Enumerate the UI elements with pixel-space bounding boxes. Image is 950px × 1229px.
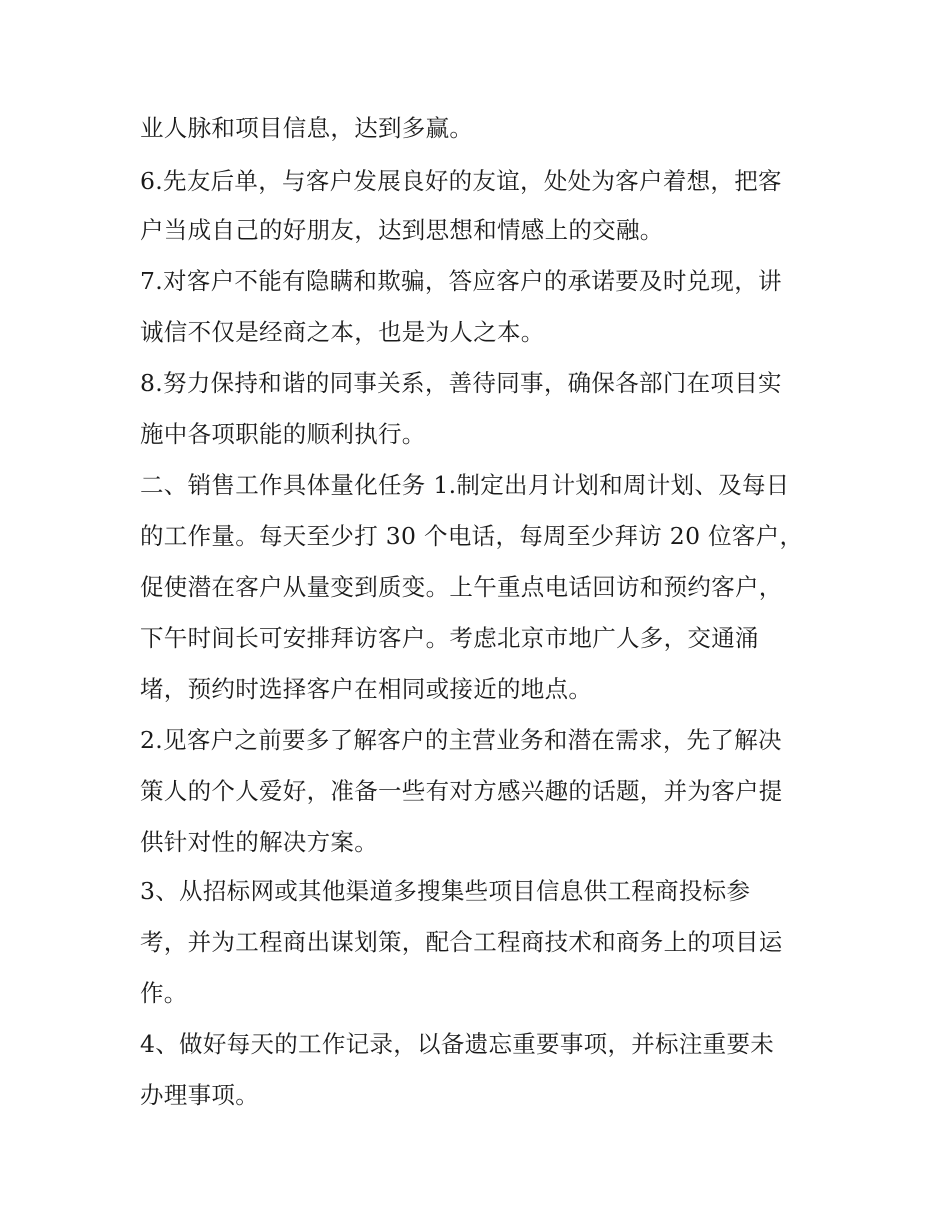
text-line: 业人脉和项目信息，达到多赢。	[140, 114, 474, 142]
text-line: 促使潜在客户从量变到质变。上午重点电话回访和预约客户，	[140, 573, 783, 601]
text-line: 户当成自己的好朋友，达到思想和情感上的交融。	[140, 216, 664, 244]
text-line: 施中各项职能的顺利执行。	[140, 420, 426, 448]
text-line: 策人的个人爱好，准备一些有对方感兴趣的话题，并为客户提	[140, 777, 783, 805]
text-line: 堵，预约时选择客户在相同或接近的地点。	[140, 675, 593, 703]
text-line: 4、做好每天的工作记录，以备遗忘重要事项，并标注重要未	[140, 1030, 775, 1058]
text-line: 3、从招标网或其他渠道多搜集些项目信息供工程商投标参	[140, 877, 751, 905]
text-line: 二、销售工作具体量化任务 1.制定出月计划和周计划、及每日	[140, 471, 790, 499]
text-line: 办理事项。	[140, 1081, 259, 1109]
text-line: 8.努力保持和谐的同事关系，善待同事，确保各部门在项目实	[140, 369, 782, 397]
text-line: 7.对客户不能有隐瞒和欺骗，答应客户的承诺要及时兑现，讲	[140, 267, 782, 295]
text-line: 下午时间长可安排拜访客户。考虑北京市地广人多，交通涌	[140, 624, 759, 652]
text-line: 2.见客户之前要多了解客户的主营业务和潜在需求，先了解决	[140, 726, 782, 754]
text-line: 考，并为工程商出谋划策，配合工程商技术和商务上的项目运	[140, 928, 783, 956]
text-line: 供针对性的解决方案。	[140, 828, 378, 856]
text-line: 诚信不仅是经商之本，也是为人之本。	[140, 318, 545, 346]
text-line: 的工作量。每天至少打 30 个电话，每周至少拜访 20 位客户，	[140, 522, 804, 550]
text-line: 6.先友后单，与客户发展良好的友谊，处处为客户着想，把客	[140, 167, 782, 195]
text-line: 作。	[140, 979, 188, 1007]
